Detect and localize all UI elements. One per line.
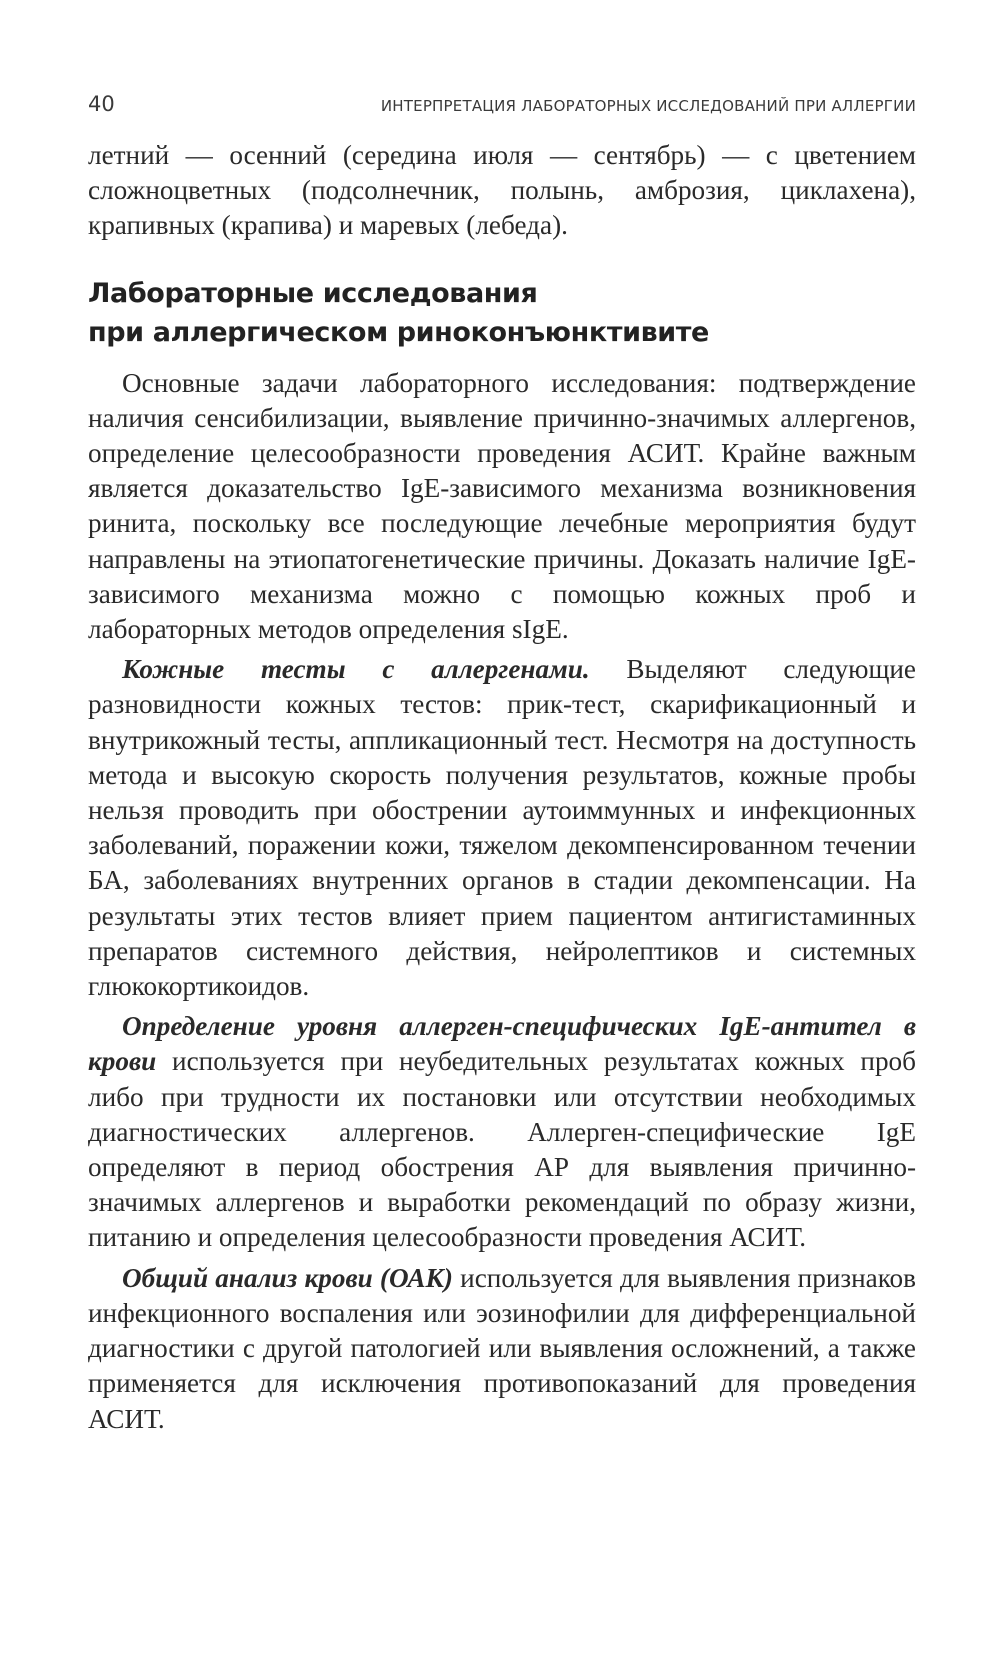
running-header — [88, 92, 916, 116]
section-heading-line-1: Лабораторные исследования — [88, 277, 538, 309]
section-heading — [88, 274, 916, 352]
book-page — [88, 92, 916, 1437]
paragraph-skin-tests — [88, 652, 916, 1004]
intro-paragraph: летний — осенний (середина июля — сентябрь) — с цветением сложноцветных (подсолнечник, полынь, амброзия, циклахена), крапивных (крапива) и маревых (лебеда). — [88, 140, 916, 241]
paragraph-lead-term: Общий анализ крови (ОАК) — [122, 1262, 453, 1293]
paragraph-text: используется при неубедительных результатах кожных проб либо при трудности их постановки или отсутствии необходимых диагностических аллергенов. Аллерген-специфические IgE определяют в период обострения АР для выявления причинно-значимых аллергенов и выработки рекомендаций по образу жизни, питанию и определения целесообразности проведения АСИТ. — [88, 1046, 916, 1253]
paragraph-lead-term: Определение уровня аллерген-специфических IgE-антител в крови — [88, 1011, 916, 1077]
page-number: 40 — [88, 92, 115, 116]
paragraph-lab-tasks — [88, 366, 916, 648]
paragraph-lead-term: Кожные тесты с аллергенами. — [122, 654, 590, 685]
paragraph-text: Основные задачи лабораторного исследования: подтверждение наличия сенсибилизации, выявление причинно-значимых аллергенов, определение целесообразности проведения АСИТ. Крайне важным является доказательство IgE-зависимого механизма возникновения ринита, поскольку все последующие лечебные мероприятия будут направлены на этиопатогенетические причины. Доказать наличие IgE-зависимого механизма можно с помощью кожных проб и лабораторных методов определения sIgE. — [88, 367, 916, 645]
running-title: ИНТЕРПРЕТАЦИЯ ЛАБОРАТОРНЫХ ИССЛЕДОВАНИЙ ПРИ АЛЛЕРГИИ — [380, 97, 916, 115]
paragraph-blood-count — [88, 1261, 916, 1437]
paragraph-text: Выделяют следующие разновидности кожных тестов: прик-тест, скарификационный и внутрикожный тесты, аппликационный тест. Несмотря на доступность метода и высокую скорость получения результатов, кожные пробы нельзя проводить при обострении аутоиммунных и инфекционных заболеваний, поражении кожи, тяжелом декомпенсированном течении БА, заболеваниях внутренних органов в стадии декомпенсации. На результаты этих тестов влияет прием пациентом антигистаминных препаратов системного действия, нейролептиков и системных глюкокортикоидов. — [88, 654, 916, 1002]
paragraph-text: используется для выявления признаков инфекционного воспаления или эозинофилии для дифференциальной диагностики с другой патологией или выявления осложнений, а также применяется для исключения противопоказаний для проведения АСИТ. — [88, 1262, 916, 1434]
section-heading-line-2: при аллергическом риноконъюнктивите — [88, 316, 709, 348]
paragraph-sige-test — [88, 1009, 916, 1255]
